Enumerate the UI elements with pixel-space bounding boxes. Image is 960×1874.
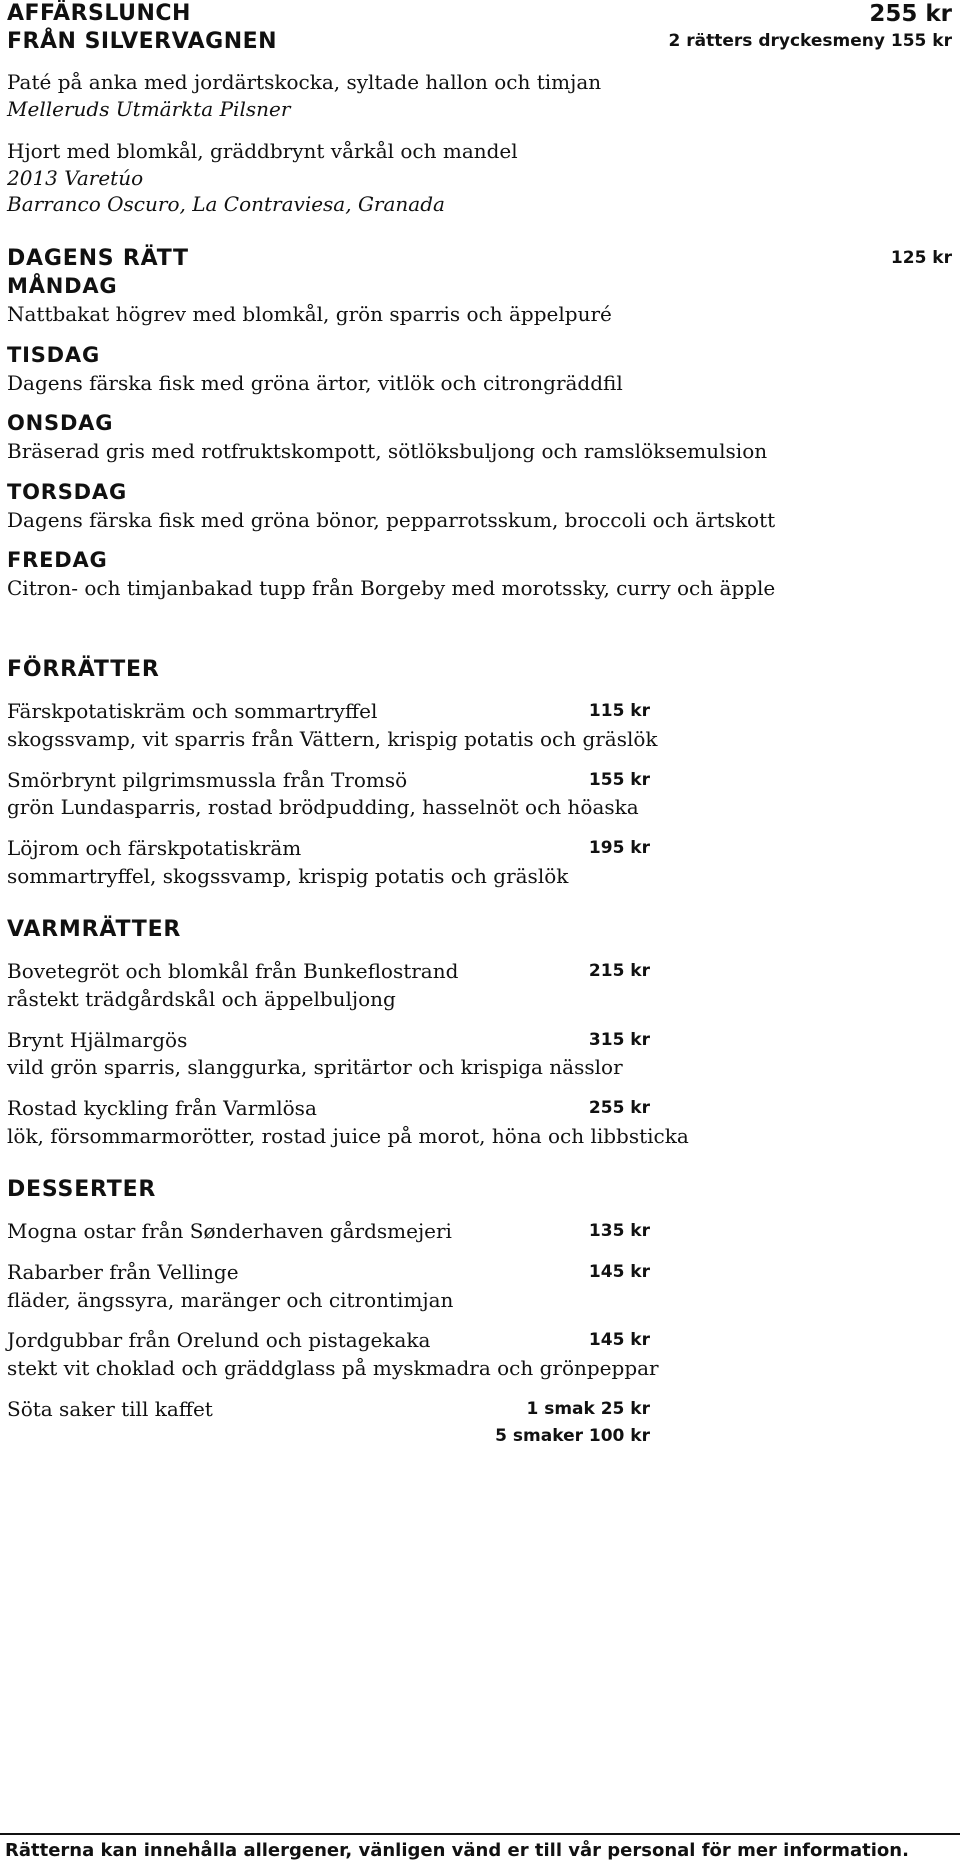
dessert-price: 145 kr	[588, 1262, 650, 1282]
starter-desc: skogssvamp, vit sparris från Vättern, krispig potatis och gräslök	[7, 727, 658, 751]
starter-dish: Löjrom och färskpotatiskräm	[7, 836, 302, 860]
dish-of-day-price: 125 kr	[890, 248, 952, 268]
day-label: TISDAG	[7, 343, 100, 367]
main-price: 215 kr	[588, 961, 650, 981]
day-dish: Dagens färska fisk med gröna ärtor, vitlök och citrongräddfil	[7, 371, 623, 395]
main-dish: Bovetegröt och blomkål från Bunkeflostrand	[7, 959, 459, 983]
allergen-notice: Rätterna kan innehålla allergener, vänligen vänd er till vår personal för mer information.	[5, 1840, 909, 1861]
dessert-price-secondary: 5 smaker 100 kr	[495, 1426, 650, 1446]
footer-divider	[0, 1833, 960, 1835]
starter-dish: Smörbrynt pilgrimsmussla från Tromsö	[7, 768, 408, 792]
day-dish: Nattbakat högrev med blomkål, grön sparris och äppelpuré	[7, 302, 612, 326]
dessert-dish: Jordgubbar från Orelund och pistagekaka	[7, 1328, 431, 1352]
mains-title: VARMRÄTTER	[7, 917, 182, 942]
business-lunch-title-line2: FRÅN SILVERVAGNEN	[7, 29, 278, 54]
dessert-desc: stekt vit choklad och gräddglass på myskmadra och grönpeppar	[7, 1356, 659, 1380]
main-desc: vild grön sparris, slanggurka, spritärtor och krispiga nässlor	[7, 1055, 623, 1079]
dessert-price: 1 smak 25 kr	[526, 1399, 650, 1419]
day-dish: Citron- och timjanbakad tupp från Borgeby med morotssky, curry och äpple	[7, 576, 776, 600]
starter-price: 115 kr	[588, 701, 650, 721]
dessert-dish: Söta saker till kaffet	[7, 1397, 213, 1421]
business-lunch-price: 255 kr	[869, 1, 952, 27]
starter-desc: sommartryffel, skogssvamp, krispig potatis och gräslök	[7, 864, 569, 888]
business-lunch-dish: Paté på anka med jordärtskocka, syltade hallon och timjan	[7, 70, 602, 94]
business-lunch-wine: Melleruds Utmärkta Pilsner	[7, 97, 291, 121]
day-dish: Bräserad gris med rotfruktskompott, sötlöksbuljong och ramslöksemulsion	[7, 439, 768, 463]
desserts-title: DESSERTER	[7, 1177, 157, 1202]
day-label: TORSDAG	[7, 480, 127, 504]
main-desc: lök, försommarmorötter, rostad juice på morot, höna och libbsticka	[7, 1124, 689, 1148]
starter-price: 155 kr	[588, 770, 650, 790]
business-lunch-dish: Hjort med blomkål, gräddbrynt vårkål och mandel	[7, 139, 518, 163]
day-label: FREDAG	[7, 548, 108, 572]
starter-dish: Färskpotatiskräm och sommartryffel	[7, 699, 378, 723]
day-label: ONSDAG	[7, 411, 114, 435]
dessert-price: 135 kr	[588, 1221, 650, 1241]
day-label: MÅNDAG	[7, 274, 118, 298]
business-lunch-wine: Barranco Oscuro, La Contraviesa, Granada	[7, 192, 445, 216]
business-lunch-drinks-menu: 2 rätters dryckesmeny 155 kr	[668, 31, 952, 51]
business-lunch-wine: 2013 Varetúo	[7, 166, 144, 190]
main-price: 255 kr	[588, 1098, 650, 1118]
main-price: 315 kr	[588, 1030, 650, 1050]
main-dish: Brynt Hjälmargös	[7, 1028, 188, 1052]
dessert-dish: Mogna ostar från Sønderhaven gårdsmejeri	[7, 1219, 452, 1243]
main-desc: råstekt trädgårdskål och äppelbuljong	[7, 987, 396, 1011]
starter-desc: grön Lundasparris, rostad brödpudding, hasselnöt och höaska	[7, 795, 639, 819]
starters-title: FÖRRÄTTER	[7, 657, 160, 682]
dessert-desc: fläder, ängssyra, maränger och citrontimjan	[7, 1288, 454, 1312]
day-dish: Dagens färska fisk med gröna bönor, pepparrotsskum, broccoli och ärtskott	[7, 508, 776, 532]
dish-of-day-title: DAGENS RÄTT	[7, 246, 189, 271]
business-lunch-title-line1: AFFÄRSLUNCH	[7, 1, 191, 26]
dessert-price: 145 kr	[588, 1330, 650, 1350]
main-dish: Rostad kyckling från Varmlösa	[7, 1096, 317, 1120]
starter-price: 195 kr	[588, 838, 650, 858]
dessert-dish: Rabarber från Vellinge	[7, 1260, 239, 1284]
